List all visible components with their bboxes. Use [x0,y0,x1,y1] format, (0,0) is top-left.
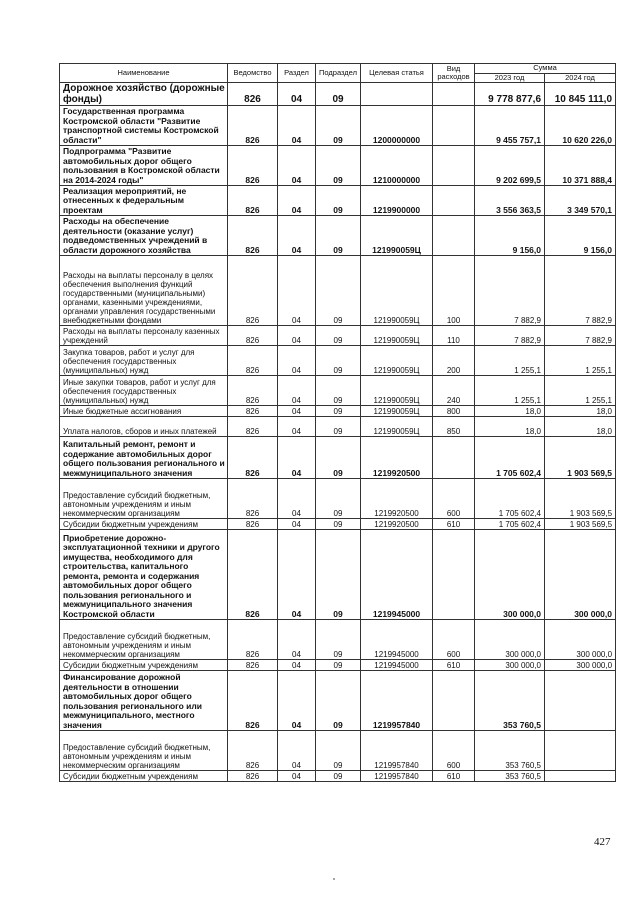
row-razdel: 04 [278,106,316,146]
row-podrazdel: 09 [316,519,361,530]
header-name: Наименование [60,64,228,83]
row-vid: 600 [433,620,475,660]
row-sum-2023: 9 202 699,5 [475,146,545,186]
row-razdel: 04 [278,437,316,479]
row-razdel: 04 [278,346,316,376]
table-row [60,83,616,106]
row-target: 1219920500 [361,519,433,530]
table-row [60,530,616,620]
header-vid: Вид расходов [433,64,475,83]
table-row [60,437,616,479]
row-vid [433,106,475,146]
row-vid [433,146,475,186]
row-sum-2023: 353 760,5 [475,771,545,782]
row-vid: 610 [433,771,475,782]
row-vid: 800 [433,406,475,417]
row-vid: 610 [433,519,475,530]
header-vedomstvo: Ведомство [228,64,278,83]
budget-table-sheet [59,63,615,782]
row-target: 121990059Ц [361,417,433,437]
page-number: 427 [594,836,611,848]
row-name: Иные бюджетные ассигнования [60,406,228,417]
row-vedomstvo: 826 [228,437,278,479]
row-razdel: 04 [278,376,316,406]
table-row [60,731,616,771]
row-target: 121990059Ц [361,346,433,376]
row-podrazdel: 09 [316,479,361,519]
row-podrazdel: 09 [316,346,361,376]
row-sum-2023: 300 000,0 [475,620,545,660]
header-year-2023: 2023 год [475,73,545,83]
row-sum-2023: 1 705 602,4 [475,479,545,519]
row-razdel: 04 [278,256,316,326]
row-podrazdel: 09 [316,731,361,771]
row-vid: 600 [433,479,475,519]
row-vid [433,216,475,256]
row-podrazdel: 09 [316,620,361,660]
row-sum-2024: 10 620 226,0 [545,106,616,146]
header-year-2024: 2024 год [545,73,616,83]
row-vid: 100 [433,256,475,326]
row-podrazdel: 09 [316,186,361,216]
row-vid [433,83,475,106]
table-row [60,519,616,530]
row-razdel: 04 [278,660,316,671]
row-razdel: 04 [278,671,316,731]
row-podrazdel: 09 [316,771,361,782]
row-razdel: 04 [278,731,316,771]
row-podrazdel: 09 [316,83,361,106]
row-sum-2024: 7 882,9 [545,326,616,346]
row-sum-2024: 10 845 111,0 [545,83,616,106]
row-razdel: 04 [278,83,316,106]
row-target: 1210000000 [361,146,433,186]
row-vid [433,671,475,731]
table-row [60,406,616,417]
row-razdel: 04 [278,771,316,782]
row-vid [433,437,475,479]
row-name: Предоставление субсидий бюджетным, автономным учреждениям и иным некоммерческим организациям [60,731,228,771]
row-podrazdel: 09 [316,256,361,326]
row-vedomstvo: 826 [228,479,278,519]
row-sum-2024: 1 903 569,5 [545,519,616,530]
row-razdel: 04 [278,186,316,216]
row-vedomstvo: 826 [228,660,278,671]
row-sum-2024 [545,671,616,731]
header-podrazdel: Подраздел [316,64,361,83]
row-sum-2024: 300 000,0 [545,620,616,660]
row-vedomstvo: 826 [228,731,278,771]
row-name: Государственная программа Костромской области "Развитие транспортной системы Костромской области" [60,106,228,146]
row-sum-2023: 7 882,9 [475,256,545,326]
row-vid: 110 [433,326,475,346]
row-vedomstvo: 826 [228,620,278,660]
scan-speck [333,878,335,880]
row-vid: 600 [433,731,475,771]
table-row [60,326,616,346]
row-vedomstvo: 826 [228,406,278,417]
row-target: 121990059Ц [361,326,433,346]
table-row [60,771,616,782]
row-target: 1219957840 [361,671,433,731]
row-target: 1219945000 [361,530,433,620]
row-razdel: 04 [278,216,316,256]
row-sum-2023: 18,0 [475,417,545,437]
row-sum-2023: 9 778 877,6 [475,83,545,106]
row-sum-2024: 10 371 888,4 [545,146,616,186]
row-razdel: 04 [278,406,316,417]
row-sum-2023: 1 705 602,4 [475,519,545,530]
row-vid [433,530,475,620]
table-row [60,660,616,671]
row-name: Реализация мероприятий, не отнесенных к федеральным проектам [60,186,228,216]
row-vedomstvo: 826 [228,671,278,731]
row-sum-2024: 3 349 570,1 [545,186,616,216]
row-sum-2023: 300 000,0 [475,530,545,620]
row-name: Подпрограмма "Развитие автомобильных дорог общего пользования в Костромской области на 2014-2024 годы" [60,146,228,186]
row-target: 1219957840 [361,731,433,771]
row-podrazdel: 09 [316,417,361,437]
row-podrazdel: 09 [316,406,361,417]
row-razdel: 04 [278,620,316,660]
row-podrazdel: 09 [316,530,361,620]
row-razdel: 04 [278,519,316,530]
row-name: Субсидии бюджетным учреждениям [60,771,228,782]
row-name: Субсидии бюджетным учреждениям [60,660,228,671]
row-name: Капитальный ремонт, ремонт и содержание автомобильных дорог общего пользования регионального и межмуниципального значения [60,437,228,479]
table-row [60,620,616,660]
row-sum-2023: 1 255,1 [475,346,545,376]
table-row [60,346,616,376]
row-podrazdel: 09 [316,216,361,256]
row-sum-2024: 7 882,9 [545,256,616,326]
table-row [60,216,616,256]
row-sum-2023: 353 760,5 [475,671,545,731]
row-name: Финансирование дорожной деятельности в отношении автомобильных дорог общего пользования регионального или межмуниципального, местного значения [60,671,228,731]
row-target: 121990059Ц [361,376,433,406]
header-summa: Сумма [475,64,616,74]
row-vedomstvo: 826 [228,106,278,146]
row-name: Расходы на выплаты персоналу в целях обеспечения выполнения функций государственными (муниципальными) органами, казенными учреждениями, органами управления государственными внебюджетными фондами [60,256,228,326]
row-razdel: 04 [278,146,316,186]
row-sum-2023: 300 000,0 [475,660,545,671]
row-vid: 200 [433,346,475,376]
row-target: 1219957840 [361,771,433,782]
row-razdel: 04 [278,530,316,620]
row-target: 121990059Ц [361,216,433,256]
row-sum-2024: 1 255,1 [545,376,616,406]
table-row [60,106,616,146]
row-vedomstvo: 826 [228,530,278,620]
table-row [60,376,616,406]
row-name: Закупка товаров, работ и услуг для обеспечения государственных (муниципальных) нужд [60,346,228,376]
row-vedomstvo: 826 [228,186,278,216]
header-razdel: Раздел [278,64,316,83]
row-podrazdel: 09 [316,146,361,186]
row-sum-2023: 1 255,1 [475,376,545,406]
row-name: Уплата налогов, сборов и иных платежей [60,417,228,437]
row-podrazdel: 09 [316,326,361,346]
row-name: Иные закупки товаров, работ и услуг для обеспечения государственных (муниципальных) нужд [60,376,228,406]
row-target: 1219920500 [361,479,433,519]
table-body [60,83,616,782]
row-podrazdel: 09 [316,376,361,406]
row-razdel: 04 [278,326,316,346]
row-vid: 610 [433,660,475,671]
row-target: 1200000000 [361,106,433,146]
table-header [60,64,616,83]
row-razdel: 04 [278,479,316,519]
row-target: 1219945000 [361,660,433,671]
row-vedomstvo: 826 [228,376,278,406]
row-vedomstvo: 826 [228,519,278,530]
table-row [60,671,616,731]
row-sum-2024: 18,0 [545,406,616,417]
table-row [60,146,616,186]
table-row [60,186,616,216]
row-name: Расходы на обеспечение деятельности (оказание услуг) подведомственных учреждений в области дорожного хозяйства [60,216,228,256]
row-vedomstvo: 826 [228,346,278,376]
header-target: Целевая статья [361,64,433,83]
row-sum-2023: 3 556 363,5 [475,186,545,216]
row-sum-2023: 18,0 [475,406,545,417]
row-sum-2023: 9 156,0 [475,216,545,256]
row-sum-2024: 300 000,0 [545,530,616,620]
row-vedomstvo: 826 [228,256,278,326]
row-razdel: 04 [278,417,316,437]
row-target: 1219920500 [361,437,433,479]
row-vedomstvo: 826 [228,771,278,782]
row-sum-2024: 1 903 569,5 [545,437,616,479]
budget-table [59,63,616,782]
row-vedomstvo: 826 [228,417,278,437]
table-row [60,479,616,519]
row-sum-2024: 9 156,0 [545,216,616,256]
row-target [361,83,433,106]
row-name: Предоставление субсидий бюджетным, автономным учреждениям и иным некоммерческим организациям [60,620,228,660]
row-podrazdel: 09 [316,660,361,671]
row-name: Предоставление субсидий бюджетным, автономным учреждениям и иным некоммерческим организациям [60,479,228,519]
row-sum-2024: 300 000,0 [545,660,616,671]
row-sum-2024 [545,731,616,771]
row-sum-2023: 353 760,5 [475,731,545,771]
row-vedomstvo: 826 [228,146,278,186]
row-vedomstvo: 826 [228,83,278,106]
row-podrazdel: 09 [316,671,361,731]
row-vid: 850 [433,417,475,437]
row-sum-2024: 1 903 569,5 [545,479,616,519]
row-target: 121990059Ц [361,406,433,417]
row-sum-2024 [545,771,616,782]
row-vid [433,186,475,216]
table-row [60,417,616,437]
row-target: 121990059Ц [361,256,433,326]
row-sum-2024: 18,0 [545,417,616,437]
row-podrazdel: 09 [316,437,361,479]
row-sum-2024: 1 255,1 [545,346,616,376]
row-target: 1219945000 [361,620,433,660]
row-name: Приобретение дорожно-эксплуатационной техники и другого имущества, необходимого для строительства, капитального ремонта, ремонта и содержания автомобильных дорог общего пользования регионального и межмуниципального значения Костромской области [60,530,228,620]
table-row [60,256,616,326]
row-sum-2023: 7 882,9 [475,326,545,346]
row-podrazdel: 09 [316,106,361,146]
row-name: Дорожное хозяйство (дорожные фонды) [60,83,228,106]
row-name: Расходы на выплаты персоналу казенных учреждений [60,326,228,346]
row-sum-2023: 9 455 757,1 [475,106,545,146]
row-vedomstvo: 826 [228,326,278,346]
row-sum-2023: 1 705 602,4 [475,437,545,479]
row-name: Субсидии бюджетным учреждениям [60,519,228,530]
row-vedomstvo: 826 [228,216,278,256]
row-target: 1219900000 [361,186,433,216]
row-vid: 240 [433,376,475,406]
